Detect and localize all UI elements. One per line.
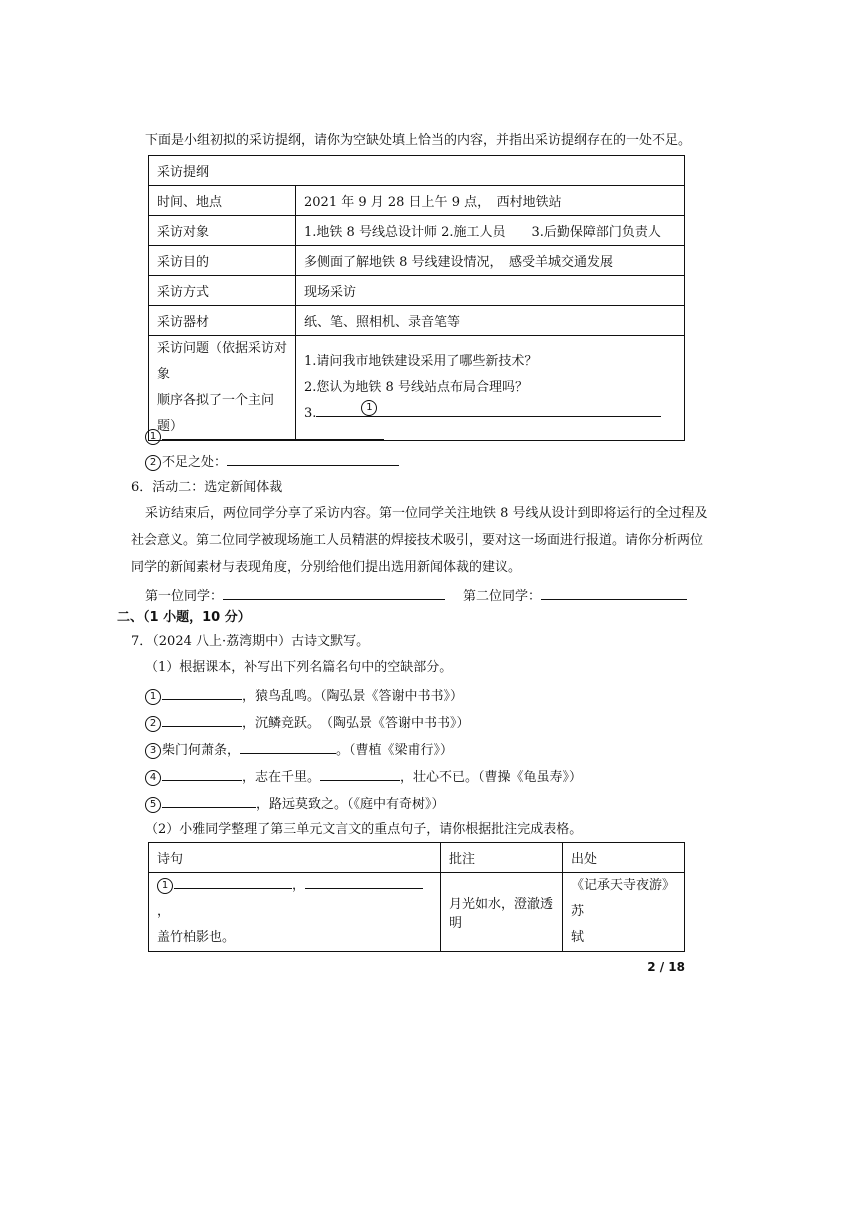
sentence-blank [174,874,292,889]
answer-2-blank [227,451,399,466]
circled-number: 2 [145,455,161,471]
row-label: 时间、地点 [149,186,296,216]
row-label: 采访方式 [149,276,296,306]
section-2-heading: 二、（1 小题，10 分） [117,610,251,625]
interview-outline-table [148,155,685,441]
question-3 [304,401,676,427]
question-3-blank [316,402,661,417]
recite-text: 柴门何萧条， [162,743,241,758]
q6-para: 采访结束后，两位同学分享了采访内容。第一位同学关注地铁 8 号线从设计到即将运行的全过程及 [145,506,708,521]
question-3-prefix: 3. [304,406,317,421]
q6-para: 社会意义。第二位同学被现场施工人员精湛的焊接技术吸引，要对这一场面进行报道。请你分析两位 [131,533,704,548]
circled-number: 1 [361,400,377,416]
row-value: 多侧面了解地铁 8 号线建设情况， 感受羊城交通发展 [296,246,685,276]
questions-label-line: 采访问题（依据采访对象 [157,341,288,382]
intro-text: 下面是小组初拟的采访提纲，请你为空缺处填上恰当的内容，并指出采访提纲存在的一处不足。 [145,133,692,148]
source-cell [563,873,685,952]
sentence-line [157,873,432,925]
sentence-sep: ， [292,878,306,893]
question-2: 2.您认为地铁 8 号线站点布局合理吗？ [304,380,528,395]
answer-2-label: 不足之处： [162,455,228,470]
recite-item-4 [145,766,582,788]
recite-item-1 [145,685,463,707]
recite-text: ，壮心不已。（曹操《龟虽寿》） [400,770,583,785]
answer-2 [145,451,399,473]
first-student-blank [223,585,445,600]
recite-blank [162,712,242,727]
recite-text: ，猿鸟乱鸣。（陶弘景《答谢中书书》） [242,689,464,704]
header-cell: 出处 [563,843,685,873]
recite-item-5 [145,793,445,815]
row-label: 采访对象 [149,216,296,246]
circled-number: 1 [157,878,173,894]
questions-label-line: 顺序各拟了一个主问题） [157,393,275,434]
q7-part1: （1）根据课本，补写出下列名篇名句中的空缺部分。 [145,660,453,675]
second-student-blank [541,585,687,600]
circled-number: 1 [145,689,161,705]
recite-text: ，路远莫致之。（《庭中有奇树》） [256,797,445,812]
outline-title: 采访提纲 [149,156,685,186]
answer-1 [145,425,384,447]
first-student-label: 第一位同学： [145,589,224,604]
recite-item-3 [145,739,453,761]
recite-text: 。（曹植《梁甫行》） [336,743,454,758]
sentence-sep: ， [157,904,171,919]
row-label: 采访目的 [149,246,296,276]
circled-number: 2 [145,716,161,732]
q7-part2: （2）小雅同学整理了第三单元文言文的重点句子，请你根据批注完成表格。 [145,822,583,837]
circled-number: 1 [145,429,161,445]
classical-sentence-table [148,842,685,952]
second-student-label: 第二位同学： [463,589,542,604]
note-cell: 月光如水，澄澈透明 [441,873,563,952]
recite-text: ，沉鳞竞跃。 （陶弘景《答谢中书书》） [242,716,470,731]
header-cell: 诗句 [149,843,441,873]
q6-para: 同学的新闻素材与表现角度，分别给他们提出选用新闻体裁的建议。 [131,560,522,575]
circled-number: 3 [145,743,161,759]
source-line: 轼 [571,930,585,945]
row-value: 纸、笔、照相机、录音笔等 [296,306,685,336]
recite-blank [240,739,336,754]
recite-blank [162,766,242,781]
question-1: 1.请问我市地铁建设采用了哪些新技术？ [304,354,538,369]
circled-number: 5 [145,797,161,813]
page-number: 2 / 18 [647,960,685,974]
sentence-cell [149,873,441,952]
q6-answers [145,585,687,607]
recite-item-2 [145,712,470,734]
source-line: 《记承天寺夜游》苏 [571,878,676,919]
recite-blank [162,793,256,808]
q7-title: 7．（2024 八上·荔湾期中）古诗文默写。 [131,634,370,649]
row-value: 1.地铁 8 号线总设计师 2.施工人员 3.后勤保障部门负责人 [296,216,685,246]
recite-blank [320,766,400,781]
row-label: 采访器材 [149,306,296,336]
sentence-tail: 盖竹柏影也。 [157,930,236,945]
row-value: 现场采访 [296,276,685,306]
header-cell: 批注 [441,843,563,873]
sentence-blank [305,874,423,889]
circled-number: 4 [145,770,161,786]
row-value: 2021 年 9 月 28 日上午 9 点， 西村地铁站 [296,186,685,216]
q6-title: 6．活动二：选定新闻体裁 [131,480,283,495]
recite-text: ，志在千里。 [242,770,321,785]
recite-blank [162,685,242,700]
answer-1-blank [162,425,384,440]
